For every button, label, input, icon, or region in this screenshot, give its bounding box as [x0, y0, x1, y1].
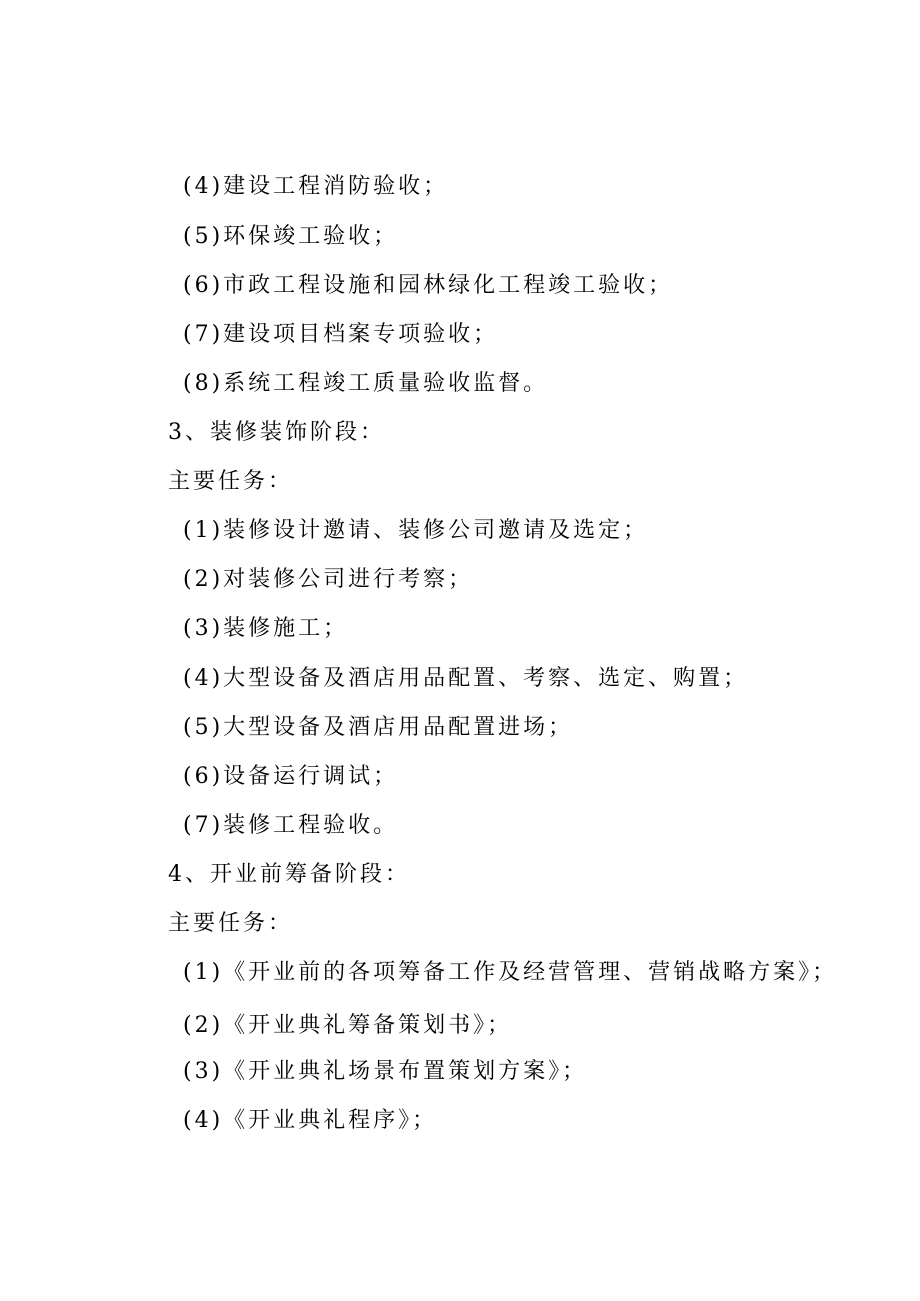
list-item: (4)大型设备及酒店用品配置、考察、选定、购置；: [183, 666, 749, 691]
list-item: (2)《开业典礼筹备策划书》；: [183, 1013, 513, 1038]
list-item: (4)《开业典礼程序》；: [183, 1108, 438, 1133]
list-item: (7)装修工程验收。: [183, 813, 399, 838]
tasks-label: 主要任务：: [168, 911, 294, 936]
list-item: (3)装修施工；: [183, 616, 349, 641]
list-item: (3)《开业典礼场景布置策划方案》；: [183, 1059, 588, 1084]
list-item: (8)系统工程竣工质量验收监督。: [183, 371, 549, 396]
list-item: (5)环保竣工验收；: [183, 224, 399, 249]
tasks-label: 主要任务：: [168, 469, 294, 494]
section-heading-decoration: 3、装修装饰阶段：: [168, 420, 385, 445]
list-item: (6)市政工程设施和园林绿化工程竣工验收；: [183, 273, 674, 298]
list-item: (2)对装修公司进行考察；: [183, 567, 474, 592]
section-heading-preopening: 4、开业前筹备阶段：: [168, 862, 410, 887]
list-item: (1)《开业前的各项筹备工作及经营管理、营销战略方案》；: [183, 960, 838, 985]
list-item: (5)大型设备及酒店用品配置进场；: [183, 715, 574, 740]
list-item: (6)设备运行调试；: [183, 764, 399, 789]
list-item: (7)建设项目档案专项验收；: [183, 322, 499, 347]
list-item: (1)装修设计邀请、装修公司邀请及选定；: [183, 518, 649, 543]
list-item: (4)建设工程消防验收；: [183, 174, 449, 199]
